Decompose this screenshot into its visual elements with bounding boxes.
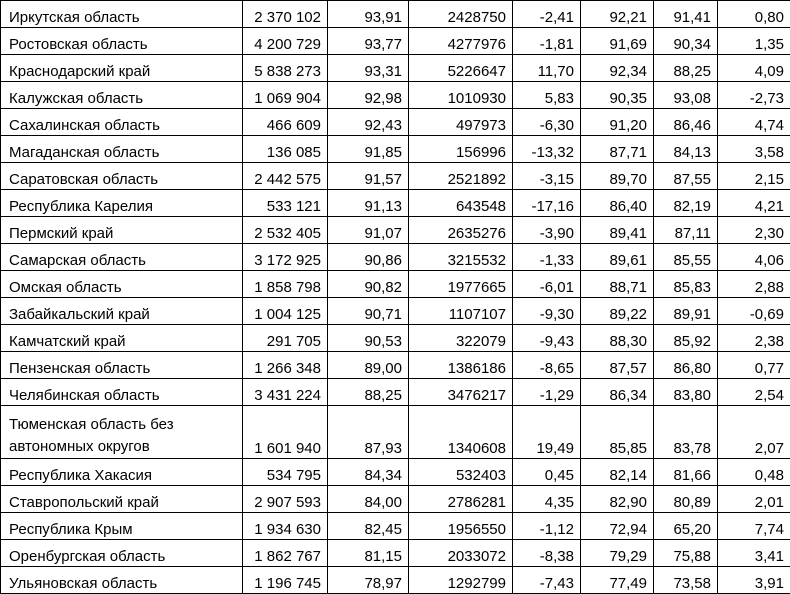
cell-percent-c[interactable]: 88,71 <box>581 271 654 298</box>
cell-difference[interactable]: 4,09 <box>718 55 790 82</box>
table-row <box>1 352 790 379</box>
cell-percent-c[interactable]: 89,70 <box>581 163 654 190</box>
table-row <box>1 459 790 486</box>
cell-total-value[interactable]: 3 172 925 <box>243 244 328 271</box>
table-row <box>1 244 790 271</box>
cell-change[interactable]: 5,83 <box>513 82 581 109</box>
cell-region-name[interactable]: Сахалинская область <box>1 109 243 136</box>
cell-percent-c[interactable]: 91,69 <box>581 28 654 55</box>
cell-difference[interactable]: 2,54 <box>718 379 790 406</box>
cell-percent-a[interactable]: 91,85 <box>328 136 409 163</box>
table-row <box>1 379 790 406</box>
cell-total-value[interactable]: 1 858 798 <box>243 271 328 298</box>
cell-change[interactable]: -1,33 <box>513 244 581 271</box>
cell-change[interactable]: -3,90 <box>513 217 581 244</box>
table-row <box>1 163 790 190</box>
cell-change[interactable]: -1,12 <box>513 513 581 540</box>
cell-region-name[interactable]: Забайкальский край <box>1 298 243 325</box>
cell-value-b[interactable]: 643548 <box>409 190 513 217</box>
cell-value-b[interactable]: 156996 <box>409 136 513 163</box>
table-row <box>1 1 790 28</box>
cell-percent-a[interactable]: 93,91 <box>328 1 409 28</box>
cell-percent-a[interactable]: 88,25 <box>328 379 409 406</box>
cell-total-value[interactable]: 466 609 <box>243 109 328 136</box>
cell-region-name[interactable]: Республика Хакасия <box>1 459 243 486</box>
cell-total-value[interactable]: 1 196 745 <box>243 567 328 594</box>
cell-total-value[interactable]: 5 838 273 <box>243 55 328 82</box>
cell-total-value[interactable]: 1 069 904 <box>243 82 328 109</box>
cell-percent-c[interactable]: 79,29 <box>581 540 654 567</box>
cell-percent-c[interactable]: 92,34 <box>581 55 654 82</box>
cell-total-value[interactable]: 533 121 <box>243 190 328 217</box>
cell-percent-d[interactable]: 84,13 <box>654 136 718 163</box>
cell-change[interactable]: -1,81 <box>513 28 581 55</box>
table-row <box>1 513 790 540</box>
cell-percent-d[interactable]: 85,55 <box>654 244 718 271</box>
cell-region-name[interactable]: Ростовская область <box>1 28 243 55</box>
cell-total-value[interactable]: 1 601 940 <box>243 406 328 459</box>
table-row <box>1 406 790 459</box>
cell-percent-d[interactable]: 83,80 <box>654 379 718 406</box>
cell-region-name[interactable]: Республика Карелия <box>1 190 243 217</box>
cell-value-b[interactable]: 4277976 <box>409 28 513 55</box>
table-row <box>1 325 790 352</box>
cell-percent-a[interactable]: 93,77 <box>328 28 409 55</box>
cell-difference[interactable]: 4,06 <box>718 244 790 271</box>
cell-change[interactable]: -6,01 <box>513 271 581 298</box>
cell-change[interactable]: -13,32 <box>513 136 581 163</box>
table-body <box>1 0 790 594</box>
cell-value-b[interactable]: 3215532 <box>409 244 513 271</box>
cell-value-b[interactable]: 1977665 <box>409 271 513 298</box>
cell-difference[interactable]: 3,41 <box>718 540 790 567</box>
cell-percent-a[interactable]: 92,43 <box>328 109 409 136</box>
cell-change[interactable]: -9,30 <box>513 298 581 325</box>
cell-percent-d[interactable]: 85,92 <box>654 325 718 352</box>
cell-value-b[interactable]: 322079 <box>409 325 513 352</box>
table-row <box>1 28 790 55</box>
cell-difference[interactable]: -0,69 <box>718 298 790 325</box>
cell-percent-a[interactable]: 90,82 <box>328 271 409 298</box>
cell-value-b[interactable]: 497973 <box>409 109 513 136</box>
cell-change[interactable]: 4,35 <box>513 486 581 513</box>
cell-total-value[interactable]: 1 004 125 <box>243 298 328 325</box>
cell-change[interactable]: -3,15 <box>513 163 581 190</box>
cell-change[interactable]: 11,70 <box>513 55 581 82</box>
cell-change[interactable]: -7,43 <box>513 567 581 594</box>
cell-total-value[interactable]: 2 532 405 <box>243 217 328 244</box>
cell-difference[interactable]: 0,80 <box>718 1 790 28</box>
cell-percent-a[interactable]: 84,34 <box>328 459 409 486</box>
cell-total-value[interactable]: 1 934 630 <box>243 513 328 540</box>
cell-total-value[interactable]: 534 795 <box>243 459 328 486</box>
cell-percent-c[interactable]: 88,30 <box>581 325 654 352</box>
cell-region-name[interactable]: Омская область <box>1 271 243 298</box>
cell-change[interactable]: -9,43 <box>513 325 581 352</box>
cell-percent-d[interactable]: 75,88 <box>654 540 718 567</box>
cell-percent-c[interactable]: 89,61 <box>581 244 654 271</box>
cell-percent-c[interactable]: 82,14 <box>581 459 654 486</box>
cell-percent-a[interactable]: 82,45 <box>328 513 409 540</box>
cell-value-b[interactable]: 1010930 <box>409 82 513 109</box>
cell-change[interactable]: 0,45 <box>513 459 581 486</box>
cell-value-b[interactable]: 532403 <box>409 459 513 486</box>
cell-value-b[interactable]: 1340608 <box>409 406 513 459</box>
cell-difference[interactable]: 3,58 <box>718 136 790 163</box>
table-row <box>1 136 790 163</box>
cell-percent-c[interactable]: 90,35 <box>581 82 654 109</box>
cell-difference[interactable]: -2,73 <box>718 82 790 109</box>
cell-percent-a[interactable]: 89,00 <box>328 352 409 379</box>
cell-percent-a[interactable]: 90,86 <box>328 244 409 271</box>
cell-percent-d[interactable]: 65,20 <box>654 513 718 540</box>
cell-percent-d[interactable]: 91,41 <box>654 1 718 28</box>
cell-total-value[interactable]: 3 431 224 <box>243 379 328 406</box>
cell-percent-a[interactable]: 78,97 <box>328 567 409 594</box>
cell-value-b[interactable]: 2033072 <box>409 540 513 567</box>
cell-total-value[interactable]: 1 266 348 <box>243 352 328 379</box>
cell-percent-a[interactable]: 90,71 <box>328 298 409 325</box>
cell-region-name[interactable]: Ульяновская область <box>1 567 243 594</box>
cell-percent-d[interactable]: 85,83 <box>654 271 718 298</box>
cell-value-b[interactable]: 2521892 <box>409 163 513 190</box>
cell-percent-a[interactable]: 91,57 <box>328 163 409 190</box>
cell-difference[interactable]: 2,30 <box>718 217 790 244</box>
cell-percent-a[interactable]: 93,31 <box>328 55 409 82</box>
cell-change[interactable]: -6,30 <box>513 109 581 136</box>
cell-value-b[interactable]: 1107107 <box>409 298 513 325</box>
cell-percent-d[interactable]: 80,89 <box>654 486 718 513</box>
table-row <box>1 298 790 325</box>
cell-change[interactable]: 19,49 <box>513 406 581 459</box>
cell-difference[interactable]: 2,88 <box>718 271 790 298</box>
cell-value-b[interactable]: 2786281 <box>409 486 513 513</box>
cell-percent-a[interactable]: 84,00 <box>328 486 409 513</box>
cell-difference[interactable]: 2,07 <box>718 406 790 459</box>
cell-region-name[interactable]: Республика Крым <box>1 513 243 540</box>
cell-percent-c[interactable]: 89,22 <box>581 298 654 325</box>
cell-region-name[interactable]: Пермский край <box>1 217 243 244</box>
cell-percent-a[interactable]: 81,15 <box>328 540 409 567</box>
cell-percent-c[interactable]: 91,20 <box>581 109 654 136</box>
table-row <box>1 55 790 82</box>
cell-percent-c[interactable]: 86,34 <box>581 379 654 406</box>
cell-region-name[interactable]: Оренбургская область <box>1 540 243 567</box>
cell-percent-c[interactable]: 87,71 <box>581 136 654 163</box>
cell-value-b[interactable]: 1386186 <box>409 352 513 379</box>
cell-percent-d[interactable]: 86,80 <box>654 352 718 379</box>
cell-percent-d[interactable]: 93,08 <box>654 82 718 109</box>
cell-difference[interactable]: 3,91 <box>718 567 790 594</box>
cell-region-name[interactable]: Ставропольский край <box>1 486 243 513</box>
cell-difference[interactable]: 4,74 <box>718 109 790 136</box>
cell-percent-a[interactable]: 90,53 <box>328 325 409 352</box>
cell-difference[interactable]: 2,01 <box>718 486 790 513</box>
cell-change[interactable]: -2,41 <box>513 1 581 28</box>
cell-region-name[interactable]: Магаданская область <box>1 136 243 163</box>
cell-difference[interactable]: 2,38 <box>718 325 790 352</box>
table-row <box>1 217 790 244</box>
cell-value-b[interactable]: 2635276 <box>409 217 513 244</box>
cell-percent-d[interactable]: 90,34 <box>654 28 718 55</box>
cell-percent-d[interactable]: 73,58 <box>654 567 718 594</box>
cell-change[interactable]: -8,38 <box>513 540 581 567</box>
cell-percent-a[interactable]: 92,98 <box>328 82 409 109</box>
cell-value-b[interactable]: 1956550 <box>409 513 513 540</box>
cell-region-name[interactable]: Калужская область <box>1 82 243 109</box>
cell-percent-c[interactable]: 89,41 <box>581 217 654 244</box>
cell-change[interactable]: -8,65 <box>513 352 581 379</box>
cell-region-name[interactable]: Самарская область <box>1 244 243 271</box>
cell-value-b[interactable]: 5226647 <box>409 55 513 82</box>
cell-total-value[interactable]: 2 442 575 <box>243 163 328 190</box>
table-row <box>1 567 790 594</box>
cell-percent-d[interactable]: 86,46 <box>654 109 718 136</box>
table-row <box>1 109 790 136</box>
cell-value-b[interactable]: 2428750 <box>409 1 513 28</box>
cell-percent-d[interactable]: 82,19 <box>654 190 718 217</box>
cell-percent-d[interactable]: 87,55 <box>654 163 718 190</box>
cell-percent-a[interactable]: 87,93 <box>328 406 409 459</box>
cell-total-value[interactable]: 2 907 593 <box>243 486 328 513</box>
cell-percent-c[interactable]: 86,40 <box>581 190 654 217</box>
cell-region-name[interactable]: Краснодарский край <box>1 55 243 82</box>
cell-percent-d[interactable]: 88,25 <box>654 55 718 82</box>
table-row <box>1 271 790 298</box>
cell-difference[interactable]: 2,15 <box>718 163 790 190</box>
cell-percent-c[interactable]: 72,94 <box>581 513 654 540</box>
cell-value-b[interactable]: 3476217 <box>409 379 513 406</box>
cell-percent-c[interactable]: 82,90 <box>581 486 654 513</box>
cell-percent-a[interactable]: 91,07 <box>328 217 409 244</box>
cell-total-value[interactable]: 136 085 <box>243 136 328 163</box>
cell-change[interactable]: -17,16 <box>513 190 581 217</box>
cell-percent-c[interactable]: 85,85 <box>581 406 654 459</box>
cell-percent-a[interactable]: 91,13 <box>328 190 409 217</box>
cell-difference[interactable]: 1,35 <box>718 28 790 55</box>
cell-percent-d[interactable]: 83,78 <box>654 406 718 459</box>
table-row <box>1 486 790 513</box>
table-row <box>1 190 790 217</box>
cell-change[interactable]: -1,29 <box>513 379 581 406</box>
cell-difference[interactable]: 4,21 <box>718 190 790 217</box>
cell-percent-c[interactable]: 92,21 <box>581 1 654 28</box>
cell-percent-d[interactable]: 81,66 <box>654 459 718 486</box>
cell-difference[interactable]: 7,74 <box>718 513 790 540</box>
cell-difference[interactable]: 0,77 <box>718 352 790 379</box>
cell-value-b[interactable]: 1292799 <box>409 567 513 594</box>
table-row <box>1 82 790 109</box>
cell-region-name[interactable]: Иркутская область <box>1 1 243 28</box>
cell-percent-c[interactable]: 77,49 <box>581 567 654 594</box>
cell-total-value[interactable]: 291 705 <box>243 325 328 352</box>
cell-region-name[interactable]: Пензенская область <box>1 352 243 379</box>
cell-total-value[interactable]: 1 862 767 <box>243 540 328 567</box>
cell-total-value[interactable]: 4 200 729 <box>243 28 328 55</box>
cell-region-name[interactable]: Саратовская область <box>1 163 243 190</box>
cell-region-name[interactable]: Камчатский край <box>1 325 243 352</box>
cell-difference[interactable]: 0,48 <box>718 459 790 486</box>
cell-total-value[interactable]: 2 370 102 <box>243 1 328 28</box>
cell-region-name[interactable]: Тюменская область без автономных округов <box>1 406 243 459</box>
table-row <box>1 540 790 567</box>
cell-percent-d[interactable]: 87,11 <box>654 217 718 244</box>
cell-region-name[interactable]: Челябинская область <box>1 379 243 406</box>
cell-percent-d[interactable]: 89,91 <box>654 298 718 325</box>
cell-percent-c[interactable]: 87,57 <box>581 352 654 379</box>
